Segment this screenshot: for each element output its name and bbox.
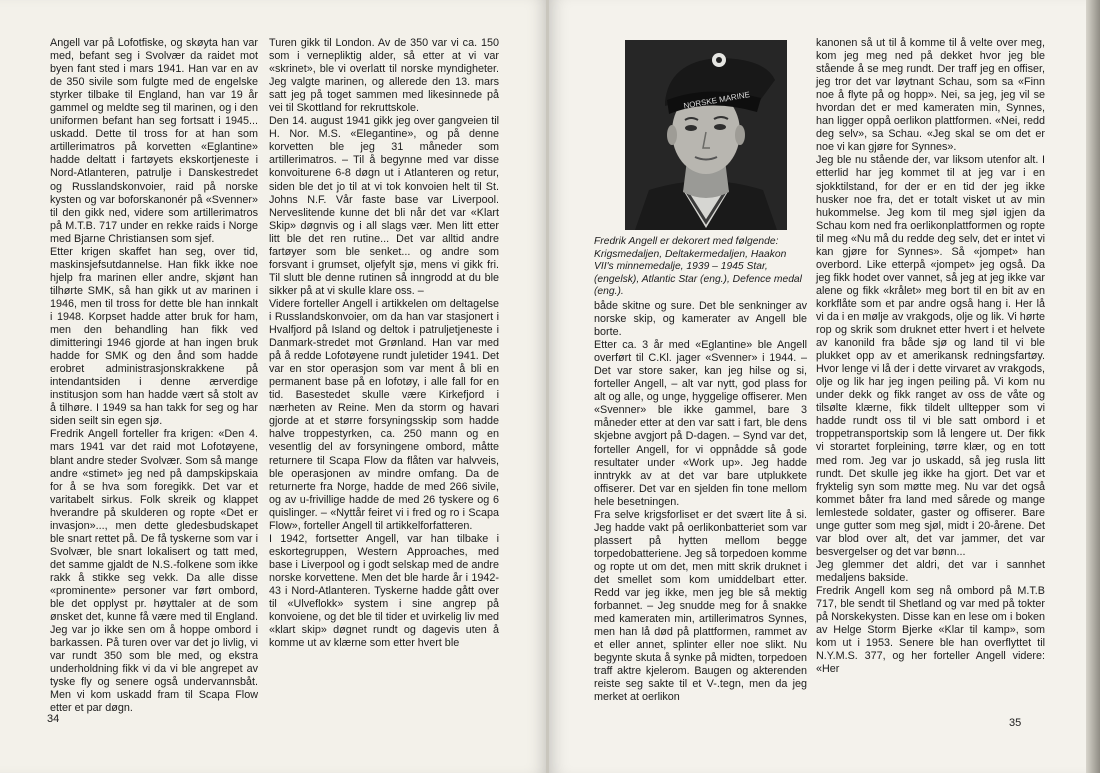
left-page-column-2	[269, 37, 499, 650]
paragraph: Videre forteller Angell i artikkelen om deltagelse i Russlandskonvoier, om da han var stasjonert i Hvalfjord på Island og deltok i patruljetjeneste i Danmark-stredet mot Grønland. Han var med på å redde Lofotøyene rundt juletider 1941. Det var en stor operasjon som var ment å bli en permanent base på en lofotøy, i alle fall for en tid. Basestedet skulle være Kirkefjord i nærheten av Reine. Men da storm og havari gjorde at et større forsyningsskip som hadde halve troppestyrken, ca. 250 mann og en vesentlig del av forsyningene ombord, måtte returnere til Scapa Flow da flåten var halvveis, ble operasjonen av mindre omfang. Da de returnerte fra Norge, hadde de med 266 sivile, og av u-frivillige hadde de med 26 tyskere og 6 quislinger. – «Nyttår feiret vi i fred og ro i Scapa Flow», forteller Angell til artikkelforfatteren.	[269, 297, 499, 532]
sailor-portrait-photo	[625, 40, 787, 230]
paragraph: Fredrik Angell kom seg nå ombord på M.T.B 717, ble sendt til Shetland og var med på tokter på Norskekysten. Disse kan en lese om i boken av Helge Storm Bjerke «Klar til kamp», som kom ut i 1953. Senere ble han overflyttet til N.Y.M.S. 377, og her forteller Angell videre: «Her	[816, 584, 1045, 676]
left-page-column-1	[50, 37, 258, 715]
paragraph: Etter krigen skaffet han seg, over tid, maskinsjefsutdannelse. Han fikk ikke noe hjelp fra marinen eller andre, skjønt han tilhørte SMK, så han gikk ut av marinen i 1946, men til tross for dette ble han innkalt i 1948. Korpset hadde atter bruk for ham, men den behandling han fikk ved dimitteringi 1946 gjorde at han ingen bruk hadde for SMK og den ånd som hadde erobret administrasjonskrakkene på intendantsiden i denne ærverdige institusjon som han hadde vært så stolt av å tilhøre. I 1949 sa han takk for seg og har siden seilt sin egen sjø.	[50, 245, 258, 428]
paragraph: Den 14. august 1941 gikk jeg over gangveien til H. Nor. M.S. «Elegantine», og på denne korvetten ble jeg 31 måneder som artillerimatros. – Til å begynne med var disse konvoiturene 6-8 døgn ut i Atlanteren og retur, siden ble det jo til at vi tok konvoien helt til St. Johns N.F. Vår faste base var Liverpool. Nerveslitende kunne det bli når det var «Klart Skip» døgnvis og i all slags vær. Men litt etter litt ble det ren rutine... Det var alltid andre fartøyer som ble senket... og andre som forsvant i grumset, oljefylt sjø, mens vi gikk fri. Til slutt ble denne rutinen så inngrodd at du ble sikker på at vi skulle klare oss. –	[269, 115, 499, 297]
paragraph: Jeg ble nu stående der, var liksom utenfor alt. I etterlid har jeg kommet til at jeg var i en sjokktilstand, for der er en tid der jeg ikke husker noe fra, det er totalt visket ut av min hukommelse. Jeg kom til meg sjøl igjen da Schau kom ned fra oerlikonplattformen og ropte til meg «Nu må du redde deg selv, det er intet vi kan gjøre for Synnes». Så «jompet» han overbord. Like etterpå «jompet» jeg også. Da jeg fikk hodet over vannet, så jeg at jeg ikke var alene og fikk «krålet» meg bort til en bit av en korkflåte som et par andre også hang i. Her lå vi da i en mølje av vrakgods, olje og lik. Vi hørte rop og skrik som druknet etter hvert i et helvete av kanonild fra både sjø og land til vi ble plukket opp av et amerikansk redningsfartøy. Hvor lenge vi lå der i dette virvaret av vrakgods, olje og lik har jeg ingen peiling på. Vi kom nu under dekk og fikk ranget av oss de våte og tilsølte klærne, fikk tildelt ulltepper som vi hadde rundt oss til vi ble satt ombord i et troppetransportskip som lå lengere ut. Der fikk vi storartet forpleining, tørre klær, og en tott med rom. Jeg var jo uskadd, så jeg rusla litt rundt. Det skulle jeg ikke ha gjort. Det var et fryktelig syn som møtte meg. Nu var det også kommet båter fra land med sårede og mange lemlestede soldater, gaster og offiserer. Bare unge gutter som meg sjøl, midt i 20-årene. Det var blod over alt, det var jammer, det var besvergelser og det var bønn...	[816, 154, 1045, 558]
right-page-column-1	[594, 300, 807, 704]
book-edge	[1086, 0, 1100, 773]
page-number-right: 35	[1009, 717, 1022, 729]
paragraph: Jeg glemmer det aldri, det var i sannhet medaljens bakside.	[816, 558, 1045, 584]
paragraph: Fra selve krigsforliset er det svært lite å si. Jeg hadde vakt på oerlikonbatteriet som var plassert på hytten mellom begge torpedobatteriene. Jeg så torpedoen komme og ropte ut om det, men mitt skrik druknet i det smellet som kom umiddelbart etter. Redd var jeg ikke, men jeg ble så mektig forbannet. – Jeg snudde meg for å snakke med kameraten min, artillerimatros Synnes, men han lå død på plattformen, rammet av et eller annet, splinter eller noe slikt. Nu begynte skuta å synke på midten, torpedoen traff aktre kjelerom. Baugen og akterenden reiste seg sakte til et V-.tegn, men da jeg merket at oerlikon	[594, 508, 807, 704]
photo-caption	[594, 236, 806, 299]
right-page	[549, 0, 1100, 773]
paragraph: Turen gikk til London. Av de 350 var vi ca. 150 som i vernepliktig alder, så etter at vi var «skrinet», ble vi overlatt til norske myndigheter. Jeg valgte marinen, og allerede den 13. mars satt jeg på toget sammen med likesinnede på vei til Skottland for rekruttskole.	[269, 37, 499, 115]
paragraph: både skitne og sure. Det ble senkninger av norske skip, og kamerater av Angell ble borte.	[594, 300, 807, 339]
sailor-portrait-illustration	[625, 40, 787, 230]
paragraph: Fredrik Angell forteller fra krigen: «Den 4. mars 1941 var det raid mot Lofotøyene, blant andre steder Svolvær. Som så mange andre «stimet» jeg ned på dampskipskaia for å se hva som foregikk. Det var et varitabelt sirkus. Folk skreik og klappet hverandre på skulderen og ropte «Det er invasjon»..., men dette gledesbudskapet ble snart rettet på. De få tyskerne som var i Svolvær, ble snart lokalisert og tatt med, det samme gjaldt de N.S.-folkene som ikke rakk å stikke seg vekk. Da alle disse «prominente» personer var ført ombord, ble det opplyst pr. høyttaler at de som ønsket det, kunne få være med til England. Jeg var jo ikke sen om å hoppe ombord i barkassen. På turen over var det jo livlig, vi var rundt 350 som ble med, og ekstra underholdning fikk vi da vi ble angrepet av tyske fly og senere også undervannsbåt. Men vi kom uskadd fram til Scapa Flow etter et par døgn.	[50, 428, 258, 715]
cap-band-text: NORSKE MARINE	[682, 90, 751, 111]
paragraph: I 1942, fortsetter Angell, var han tilbake i eskortegruppen, Western Approaches, med base i Liverpool og i godt selskap med de andre norske korvettene. Men det ble harde år i 1942-43 i Nord-Atlanteren. Tyskerne hadde gått over til «Ulveflokk» system i sine angrep på konvoiene, og det ble til tider et uvirkelig liv med «klart skip» døgnet rundt og dagevis uten å komme ut av klærne som etter hvert ble	[269, 532, 499, 650]
paragraph: Angell var på Lofotfiske, og skøyta han var med, befant seg i Svolvær da raidet mot byen fant sted i mars 1941. Han var en av de 350 sivile som fulgte med de engelske styrker tilbake til England, han var 19 år gammel og meldte seg til marinen, og i den uniformen befant han seg fortsatt i 1945... uskadd. Dette til tross for at han som artillerimatros på korvetten «Eglantine» hadde deltatt i fartøyets ekskortjeneste i Nord-Atlanteren, patrulje i Danskestredet og Russlandskonvoier, raid på norske kysten og var boforskanonér på «Svenner» til den gikk ned, videre som artillerimatros på M.T.B. 717 under en rekke raids i Norge med Bjarne Christiansen som sjef.	[50, 37, 258, 245]
left-page	[0, 0, 548, 773]
right-page-column-2	[816, 37, 1045, 676]
paragraph: kanonen så ut til å komme til å velte over meg, kom jeg meg ned på dekket hvor jeg ble stående å se meg rundt. Der traff jeg en offiser, jeg tror det var løytnant Schau, som sa «Finn noe å flyte på og hopp». Nei, sa jeg, jeg vil se hvordan det er med kameraten min, Synnes, han ligger oppå oerlikon plattformen. «Nei, redd deg selv», sa Schau. «Jeg skal se om det er noe vi kan gjøre for Synnes».	[816, 37, 1045, 154]
page-number-left: 34	[47, 713, 60, 725]
caption-text: Fredrik Angell er dekorert med følgende: Krigsmedaljen, Deltakermedaljen, Haakon VII's minnemedalje, 1939 – 1945 Star, (engelsk), Atlantic Star (eng.), Defence medal (eng.).	[594, 236, 802, 298]
paragraph: Etter ca. 3 år med «Eglantine» ble Angell overført til C.Kl. jager «Svenner» i 1944. – Det var store saker, kan jeg hilse og si, forteller Angell, – alt var nytt, god plass for alt og alle, og unge, hyggelige offiserer. Men «Svenner» ble ikke gammel, bare 3 måneder etter at den var satt i fart, ble dens skjebne avgjort på D-dagen. – Synd var det, forteller Angell, for vi oppnådde så gode resultater under «Work up». Jeg hadde inntrykk av at det var bare utplukkete offiserer. Det var en sjelden fin tone mellom hele besetningen.	[594, 339, 807, 508]
